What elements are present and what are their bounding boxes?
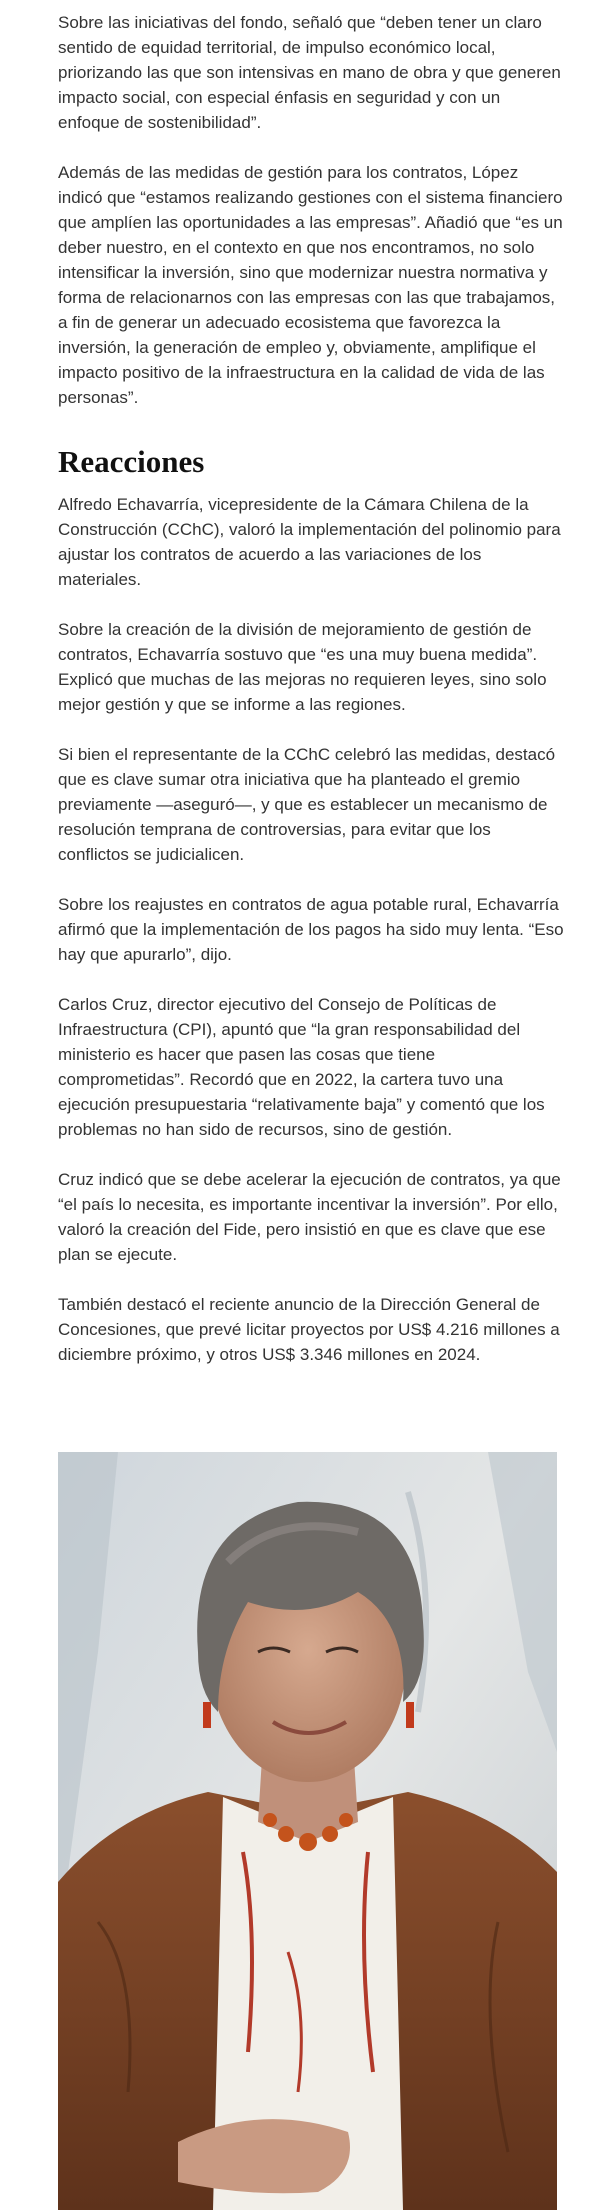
portrait-photo: [58, 1452, 557, 2210]
article-paragraph: Alfredo Echavarría, vicepresidente de la Cámara Chilena de la Construcción (CChC), valoró la implementación del polinomio para ajustar los contratos de acuerdo a las variaciones de los materiales.: [58, 495, 561, 589]
article-body: [58, 10, 566, 1367]
article-paragraph: Si bien el representante de la CChC celebró las medidas, destacó que es clave sumar otra iniciativa que ha planteado el gremio previamente —aseguró—, y que es establecer un mecanismo de resolución temprana de controversias, para evitar que los conflictos se judicialicen.: [58, 745, 556, 864]
article-paragraph: Cruz indicó que se debe acelerar la ejecución de contratos, ya que “el país lo necesita, es importante incentivar la inversión”. Por ello, valoró la creación del Fide, pero insistió en que es clave que ese plan se ejecute.: [58, 1170, 561, 1264]
article-paragraph: Sobre las iniciativas del fondo, señaló que “deben tener un claro sentido de equidad territorial, de impulso económico local, priorizando las que son intensivas en mano de obra y que generen impacto social, con especial énfasis en seguridad y con un enfoque de sostenibilidad”.: [58, 13, 561, 132]
article-paragraph: Sobre la creación de la división de mejoramiento de gestión de contratos, Echavarría sostuvo que “es una muy buena medida”. Explicó que muchas de las mejoras no requieren leyes, sino solo mejor gestión y que se informe a las regiones.: [58, 620, 547, 714]
article-paragraph: También destacó el reciente anuncio de la Dirección General de Concesiones, que prevé licitar proyectos por US$ 4.216 millones a diciembre próximo, y otros US$ 3.346 millones en 2024.: [58, 1295, 560, 1364]
article-paragraph: Sobre los reajustes en contratos de agua potable rural, Echavarría afirmó que la implementación de los pagos ha sido muy lenta. “Eso hay que apurarlo”, dijo.: [58, 895, 564, 964]
article-paragraph: Además de las medidas de gestión para los contratos, López indicó que “estamos realizando gestiones con el sistema financiero que amplíen las oportunidades a las empresas”. Añadió que “es un deber nuestro, en el contexto en que nos encontramos, no solo intensificar la inversión, sino que modernizar nuestra normativa y forma de relacionarnos con las empresas con las que trabajamos, a fin de generar un adecuado ecosistema que favorezca la inversión, la generación de empleo y, obviamente, amplifique el impacto positivo de la infraestructura en la calidad de vida de las personas”.: [58, 163, 563, 407]
section-heading-reacciones: Reacciones: [58, 444, 205, 479]
article-paragraph: Carlos Cruz, director ejecutivo del Consejo de Políticas de Infraestructura (CPI), apuntó que “la gran responsabilidad del ministerio es hacer que pasen las cosas que tiene comprometidas”. Recordó que en 2022, la cartera tuvo una ejecución presupuestaria “relativamente baja” y comentó que los problemas no han sido de recursos, sino de gestión.: [58, 995, 545, 1139]
